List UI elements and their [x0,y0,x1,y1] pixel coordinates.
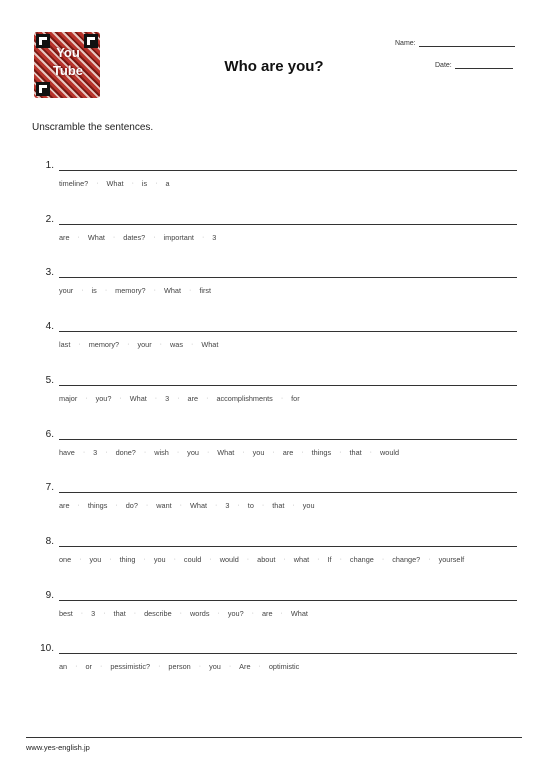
word-chip: is [91,286,97,296]
word-chip: 3 [225,501,230,511]
word-separator: · [119,394,122,402]
name-field[interactable] [395,38,515,47]
scrambled-words [59,394,300,403]
word-separator: · [179,609,182,617]
word-separator: · [77,233,80,241]
scrambled-words [59,286,211,295]
answer-line[interactable] [59,653,517,654]
word-separator: · [201,233,205,241]
answer-line[interactable] [59,492,517,493]
word-separator: · [206,448,210,456]
word-separator: · [153,287,156,295]
word-chip: you? [227,608,244,618]
word-separator: · [105,448,108,456]
word-chip: about [257,554,276,564]
word-separator: · [153,233,156,241]
word-separator: · [428,555,431,563]
word-chip: that [113,608,126,618]
word-chip: you [89,554,102,564]
word-chip: first [199,286,212,296]
question-item [0,375,548,415]
word-chip: What [106,179,124,188]
word-separator: · [96,180,99,187]
youtube-logo: You Tube [52,45,84,78]
word-separator: · [280,394,284,402]
word-chip: are [59,232,70,242]
name-line[interactable] [419,38,515,47]
word-separator: · [154,394,158,402]
word-chip: you [209,662,221,672]
word-chip: change [349,554,374,564]
word-chip: If [327,554,332,564]
question-item [0,536,548,576]
word-chip: to [247,501,254,511]
word-chip: memory? [115,286,146,296]
name-label: Name: [395,40,416,47]
word-separator: · [103,609,106,617]
question-number: 6. [45,428,54,440]
word-separator: · [209,555,212,563]
word-separator: · [177,394,180,402]
word-chip: What [290,608,308,618]
word-chip: was [170,340,183,350]
word-chip: What [163,286,181,296]
word-chip: describe [144,608,172,618]
footer-divider [26,737,522,738]
word-separator: · [82,448,86,456]
word-chip: your [59,286,74,296]
word-separator: · [158,663,161,671]
word-separator: · [179,502,183,510]
word-chip: would [380,447,400,457]
question-number: 7. [45,482,54,494]
word-separator: · [191,341,194,349]
word-chip: are [59,501,70,511]
answer-line[interactable] [59,439,517,440]
answer-line[interactable] [59,600,517,601]
question-number: 8. [45,535,54,547]
word-separator: · [381,555,385,563]
word-chip: done? [115,447,136,457]
word-separator: · [217,609,220,617]
word-chip: for [291,393,300,403]
word-separator: · [112,233,116,241]
word-chip: major [59,393,78,403]
word-chip: or [85,662,92,672]
scrambled-words [59,179,170,188]
answer-line[interactable] [59,170,517,171]
word-chip: words [190,608,210,618]
word-chip: 3 [91,608,96,618]
question-number: 2. [45,213,54,225]
word-separator: · [133,609,137,617]
word-separator: · [188,287,192,295]
word-chip: things [87,501,108,511]
word-separator: · [173,555,176,563]
word-chip: you? [95,393,112,403]
word-chip: important [163,232,194,242]
word-separator: · [280,609,283,617]
footer-url[interactable]: www.yes-english.jp [26,743,90,752]
word-separator: · [258,663,261,671]
word-separator: · [80,609,84,617]
scrambled-words [59,233,216,242]
word-chip: timeline? [59,179,89,188]
word-chip: could [183,554,202,564]
word-separator: · [242,448,245,456]
question-item [0,429,548,469]
scrambled-words [59,340,218,349]
word-chip: an [59,662,68,672]
scrambled-words [59,448,399,457]
date-line[interactable] [455,60,513,69]
word-separator: · [339,555,342,563]
word-chip: Are [239,662,251,672]
word-chip: dates? [123,232,146,242]
word-separator: · [251,609,254,617]
answer-line[interactable] [59,385,517,386]
word-separator: · [283,555,286,563]
scrambled-words [59,662,299,671]
word-separator: · [228,663,232,671]
scrambled-words [59,609,308,618]
word-separator: · [99,663,103,671]
word-separator: · [176,448,180,456]
word-chip: things [311,447,332,457]
word-chip: you [252,447,265,457]
word-separator: · [85,394,88,402]
word-separator: · [75,663,78,671]
word-separator: · [198,663,202,671]
word-separator: · [131,180,134,187]
word-separator: · [78,341,81,349]
question-number: 5. [45,374,54,386]
word-chip: pessimistic? [110,662,151,672]
word-chip: are [187,393,199,403]
word-chip: you [302,501,315,511]
question-item [0,590,548,630]
word-chip: have [59,447,75,457]
word-chip: What [201,340,219,350]
word-chip: do? [125,501,138,511]
qr-corner [36,82,50,96]
word-separator: · [317,555,320,563]
word-chip: change? [392,554,421,564]
word-chip: are [261,608,273,618]
question-item [0,482,548,522]
word-separator: · [272,448,275,456]
answer-line[interactable] [59,331,517,332]
word-chip: memory? [88,340,120,350]
word-separator: · [215,502,218,510]
word-separator: · [115,502,118,510]
word-separator: · [292,502,295,510]
word-chip: is [141,179,148,188]
date-field[interactable] [435,60,513,69]
word-chip: yourself [438,554,465,564]
word-chip: person [168,662,191,672]
question-item [0,214,548,254]
word-chip: last [59,340,71,350]
word-separator: · [77,502,80,510]
word-chip: your [137,340,152,350]
word-separator: · [145,502,149,510]
word-chip: are [282,447,294,457]
word-separator: · [159,341,163,349]
qr-corner [36,34,50,48]
question-number: 10. [40,643,54,655]
word-separator: · [127,341,130,349]
word-separator: · [237,502,240,510]
word-separator: · [261,502,265,510]
word-separator: · [109,555,112,563]
word-separator: · [301,448,304,456]
word-chip: best [59,608,73,618]
page-title: Who are you? [224,58,324,75]
word-chip: 3 [165,393,170,403]
word-separator: · [79,555,82,563]
word-chip: What [190,501,208,511]
question-number: 9. [45,589,54,601]
word-separator: · [143,448,147,456]
word-separator: · [104,287,108,295]
word-separator: · [155,180,158,187]
word-chip: What [217,447,235,457]
word-chip: optimistic [268,662,300,672]
answer-line[interactable] [59,546,517,547]
word-chip: would [219,554,239,564]
word-separator: · [206,394,209,402]
word-chip: What [129,393,147,403]
word-chip: 3 [212,232,217,242]
word-chip: a [165,179,170,188]
word-separator: · [143,555,146,563]
word-chip: you [187,447,199,457]
word-separator: · [339,448,342,456]
word-chip: that [349,447,362,457]
word-chip: wish [154,447,169,457]
qr-corner [84,34,98,48]
question-item [0,643,548,683]
question-number: 1. [45,160,54,171]
question-item [0,160,548,200]
word-chip: accomplishments [216,393,273,403]
word-chip: 3 [93,447,98,457]
scrambled-words [59,501,315,510]
instructions: Unscramble the sentences. [32,122,154,133]
question-number: 3. [45,267,54,279]
word-separator: · [81,287,84,295]
word-chip: thing [119,554,136,564]
word-chip: want [156,501,172,511]
date-label: Date: [435,62,452,69]
answer-line[interactable] [59,277,517,278]
word-separator: · [369,448,372,456]
word-chip: that [272,501,285,511]
word-chip: one [59,554,72,564]
word-separator: · [246,555,250,563]
word-chip: you [153,554,166,564]
question-item [0,267,548,307]
scrambled-words [59,555,464,564]
question-item [0,321,548,361]
answer-line[interactable] [59,224,517,225]
word-chip: What [87,232,105,242]
word-chip: what [293,554,310,564]
question-number: 4. [45,321,54,333]
